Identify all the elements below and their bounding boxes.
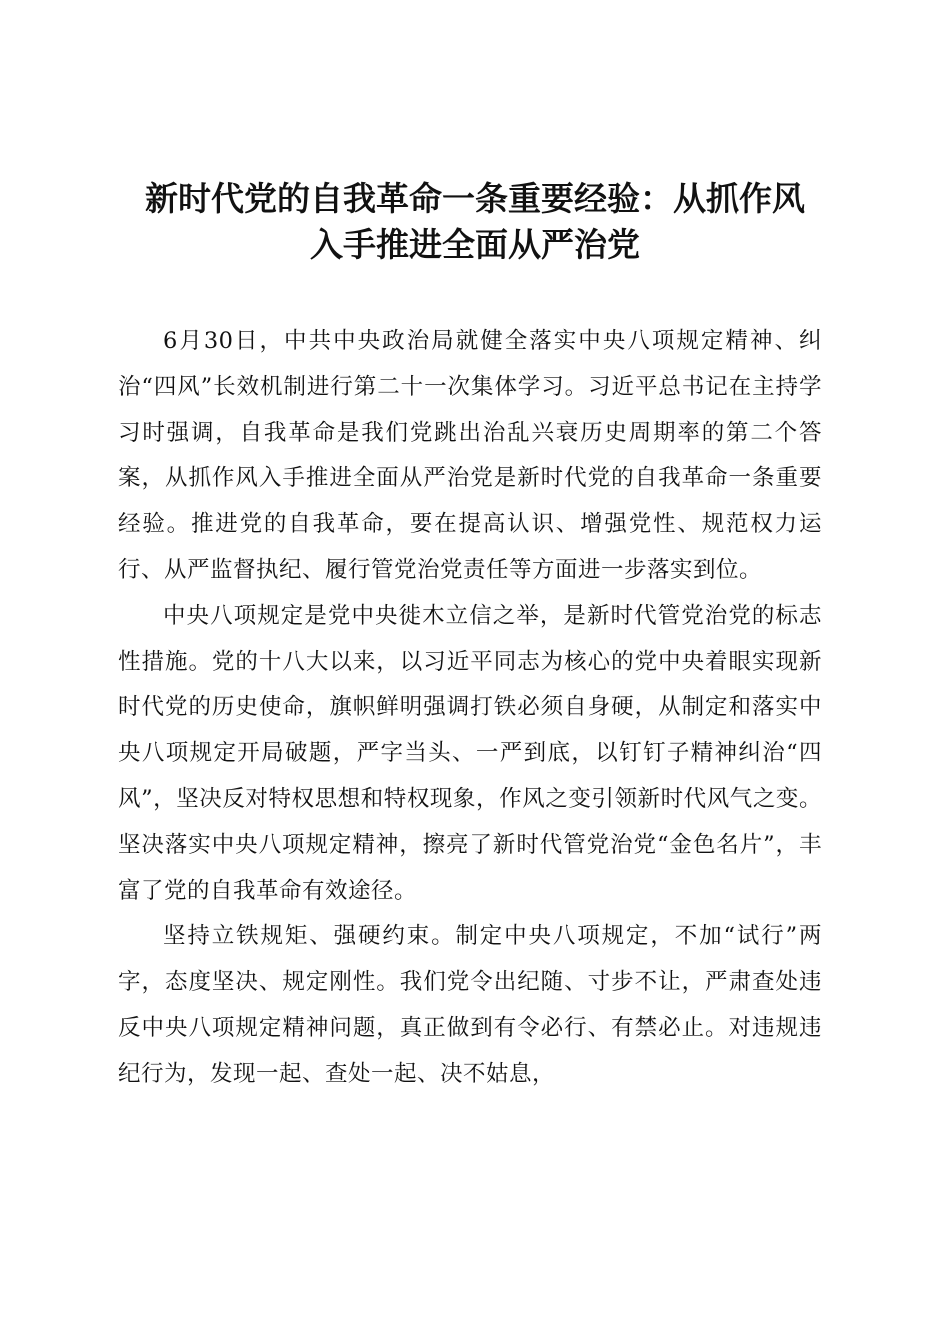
title-line-2: 入手推进全面从严治党: [310, 225, 640, 264]
paragraph-3: 坚持立铁规矩、强硬约束。制定中央八项规定，不加“试行”两字，态度坚决、规定刚性。我们党令出纪随、寸步不让，严肃查处违反中央八项规定精神问题，真正做到有令必行、有禁必止。对违规违纪行为，发现一起、查处一起、决不姑息，: [118, 923, 822, 1087]
title-line-1: 新时代党的自我革命一条重要经验：从抓作风: [145, 179, 805, 218]
document-body: [118, 319, 822, 1098]
paragraph-2: 中央八项规定是党中央徙木立信之举，是新时代管党治党的标志性措施。党的十八大以来，以习近平同志为核心的党中央着眼实现新时代党的历史使命，旗帜鲜明强调打铁必须自身硬，从制定和落实中央八项规定开局破题，严字当头、一严到底，以钉钉子精神纠治“四风”，坚决反对特权思想和特权现象，作风之变引领新时代风气之变。坚决落实中央八项规定精神，擦亮了新时代管党治党“金色名片”，丰富了党的自我革命有效途径。: [118, 602, 822, 904]
paragraph-1: 6月30日，中共中央政治局就健全落实中央八项规定精神、纠治“四风”长效机制进行第二十一次集体学习。习近平总书记在主持学习时强调，自我革命是我们党跳出治乱兴衰历史周期率的第二个答案，从抓作风入手推进全面从严治党是新时代党的自我革命一条重要经验。推进党的自我革命，要在提高认识、增强党性、规范权力运行、从严监督执纪、履行管党治党责任等方面进一步落实到位。: [118, 328, 822, 583]
document-title: [100, 176, 850, 268]
